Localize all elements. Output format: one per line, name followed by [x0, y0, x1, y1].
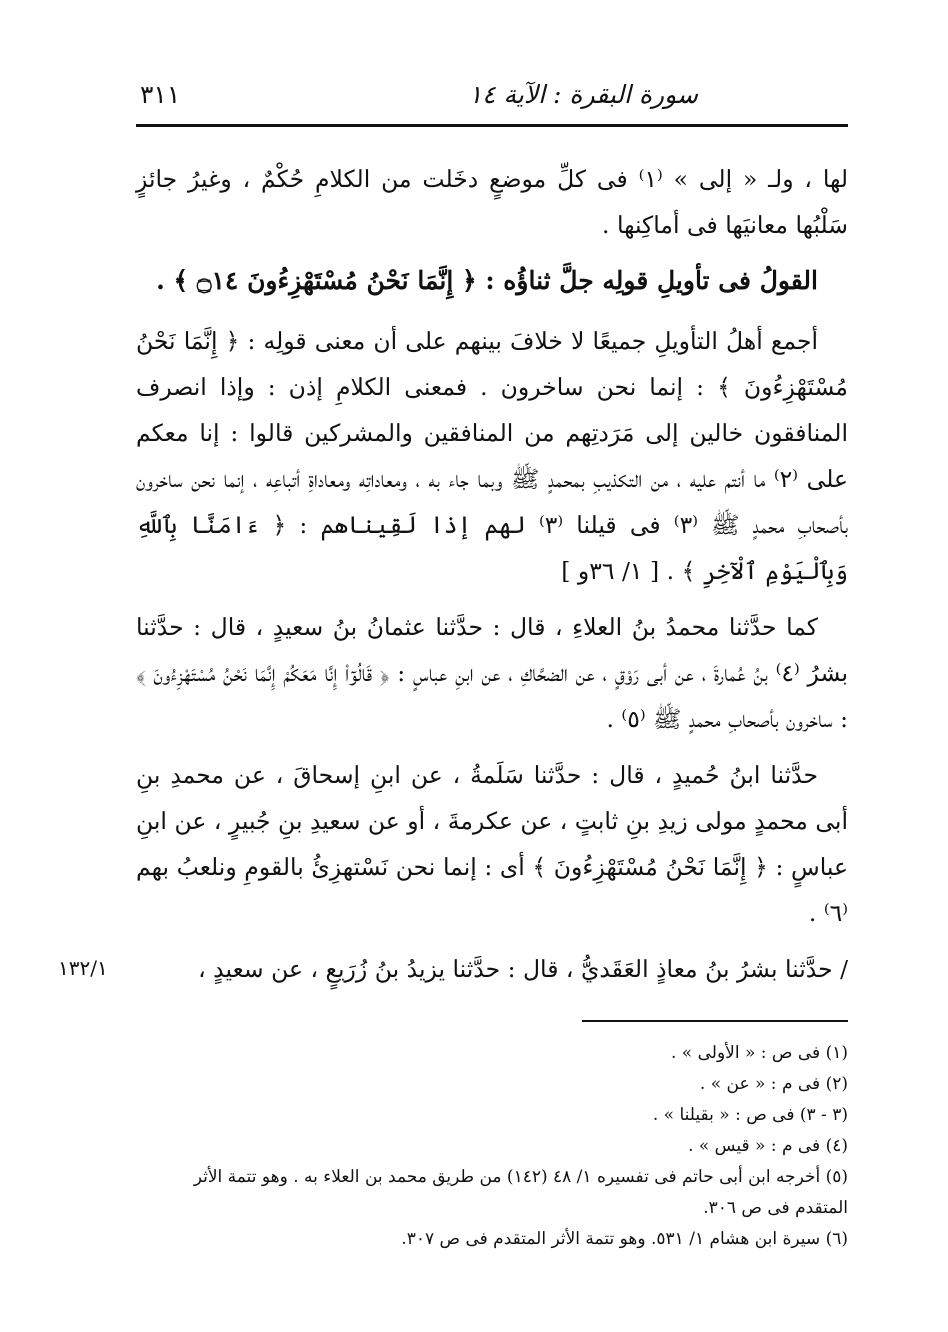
- running-header: [136, 72, 848, 120]
- header-title: سورة البقرة : الآية ١٤: [468, 80, 698, 109]
- footnote-1: (١) فى ص : « الأولى » .: [671, 1043, 848, 1063]
- paragraph-5: / حدَّثنا بشرُ بنُ معاذٍ العَقَديُّ ، قال : حدَّثنا يزيدُ بنُ زُرَيعٍ ، عن سعيدٍ ،: [198, 955, 848, 983]
- page-number: ٣١١: [140, 80, 181, 109]
- paragraph-2: أجمع أهلُ التأويلِ جميعًا لا خلافَ بينهم على أن معنى قولِه : ﴿ إِنَّمَا نَحْنُ مُسْتَهْزِءُونَ ﴾ : إنما نحن ساخرون . فمعنى الكلامِ إذن : وإذا انصرف المنافقون خالين إلى مَرَدتِهم من المنافقين والمشركين قالوا : إنا معكم على ⁽٢⁾ ما أنتم عليه ، من التكذيبِ بمحمدٍ ﷺ وبما جاء به ، ومعاداتِه ومعاداةِ أتباعِه ، إنما نحن ساخرون بأصحابِ محمدٍ ﷺ ⁽٣⁾ فى قيلنا ⁽٣⁾ لهم إذا لَقِيناهم : ﴿ ءَامَنَّا بِٱللَّهِ وَبِٱلْيَوْمِ ٱلْآخِرِ ﴾ . [ ١/ ٣٦و ]: [136, 327, 848, 585]
- footnote-6: (٦) سيرة ابن هشام ١/ ٥٣١. وهو تتمة الأثر المتقدم فى ص ٣٠٧.: [401, 1229, 848, 1249]
- manuscript-margin-reference: ١٣٢/١: [58, 956, 108, 980]
- header-divider: [136, 124, 848, 127]
- footnote-divider: [582, 1020, 848, 1022]
- footnote-4: (٤) فى م : « قيس » .: [688, 1136, 848, 1156]
- paragraph-3: كما حدَّثنا محمدُ بنُ العلاءِ ، قال : حدَّثنا عثمانُ بنُ سعيدٍ ، قال : حدَّثنا بشرُ ⁽٤⁾ بنُ عُمارةَ ، عن أبى رَوْقٍ ، عن الضحَّاكِ ، عن ابنِ عباسٍ : ﴿ قَالُوٓا۟ إِنَّا مَعَكُمْ إِنَّمَا نَحْنُ مُسْتَهْزِءُونَ ﴾ : ساخرون بأصحابِ محمدٍ ﷺ ⁽٥⁾ .: [136, 613, 848, 733]
- paragraph-4: حدَّثنا ابنُ حُميدٍ ، قال : حدَّثنا سَلَمةُ ، عن ابنِ إسحاقَ ، عن محمدِ بنِ أبى محمدٍ مولى زيدِ بنِ ثابتٍ ، عن عكرمةَ ، أو عن سعيدِ بنِ جُبيرٍ ، عن ابنِ عباسٍ : ﴿ إِنَّمَا نَحْنُ مُسْتَهْزِءُونَ ﴾ أى : إنما نحن نَسْتهزِئُ بالقومِ ونلعبُ بهم ⁽٦⁾ .: [136, 761, 848, 927]
- footnote-3: (٣ - ٣) فى ص : « بقيلنا » .: [652, 1105, 848, 1125]
- paragraph-1: لها ، ولـ « إلى » ⁽١⁾ فى كلِّ موضعٍ دخَلت من الكلامِ حُكْمٌ ، وغيرُ جائزٍ سَلْبُها معانيَها فى أماكِنها .: [136, 165, 848, 239]
- footnotes: [136, 1038, 848, 1255]
- section-heading: القولُ فى تأويلِ قولِه جلَّ ثناؤُه : ﴿ إِنَّمَا نَحْنُ مُسْتَهْزِءُونَ ۝١٤ ﴾ .: [156, 266, 818, 295]
- footnote-2: (٢) فى م : « عن » .: [699, 1074, 848, 1094]
- main-text: [136, 156, 848, 1002]
- footnote-5: (٥) أخرجه ابن أبى حاتم فى تفسيره ١/ ٤٨ (١٤٢) من طريق محمد بن العلاء به . وهو تتمة الأثر المتقدم فى ص ٣٠٦.: [193, 1167, 848, 1218]
